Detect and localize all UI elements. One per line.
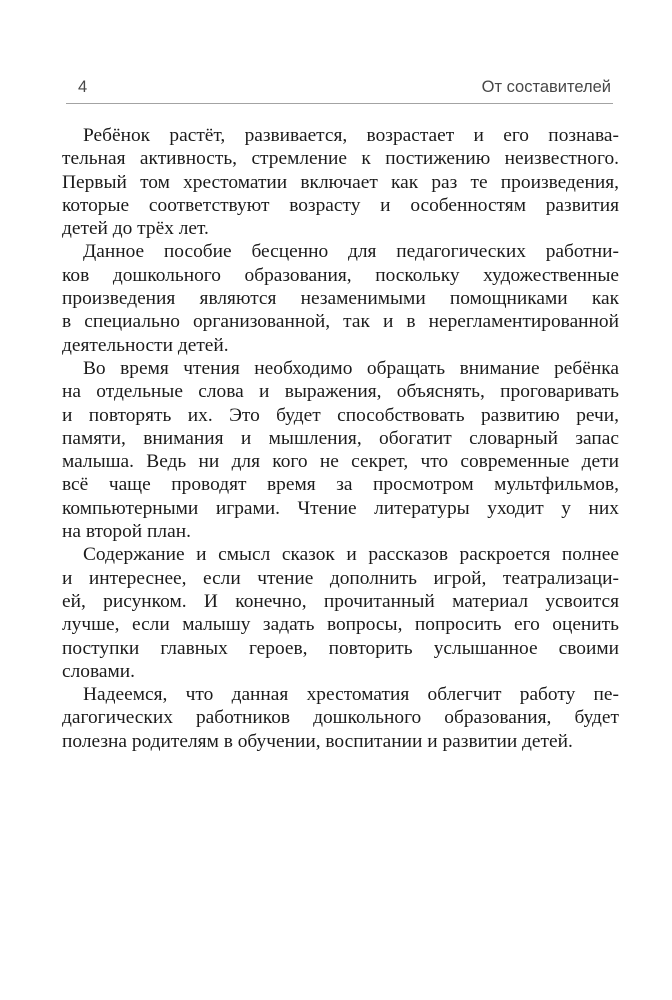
page-header xyxy=(66,78,613,104)
text-line: Данное пособие бесценно для педагогических работни- xyxy=(83,241,619,263)
text-line: детей до трёх лет. xyxy=(62,218,209,240)
text-line: и интереснее, если чтение дополнить игрой, театрализаци- xyxy=(62,567,619,589)
text-line: в специально организованной, так и в нерегламентированной xyxy=(62,311,619,333)
text-line: которые соответствуют возрасту и особенностям развития xyxy=(62,194,619,216)
text-line: Ребёнок растёт, развивается, возрастает и его познава- xyxy=(83,125,619,146)
text-line: словами. xyxy=(62,660,135,682)
text-line: всё чаще проводят время за просмотром мультфильмов, xyxy=(62,474,619,496)
text-line: Содержание и смысл сказок и рассказов раскроется полнее xyxy=(83,544,619,566)
paragraph xyxy=(62,683,619,753)
text-line: поступки главных героев, повторить услышанное своими xyxy=(62,637,619,659)
paragraph xyxy=(62,357,619,543)
text-line: ков дошкольного образования, поскольку художественные xyxy=(62,264,619,286)
text-line: Во время чтения необходимо обращать внимание ребёнка xyxy=(83,357,619,379)
text-line: полезна родителям в обучении, воспитании и развитии детей. xyxy=(62,730,573,752)
text-line: лучше, если малышу задать вопросы, попросить его оценить xyxy=(62,614,619,636)
text-line: произведения являются незаменимыми помощниками как xyxy=(62,288,619,310)
text-line: на второй план. xyxy=(62,521,191,543)
text-line: компьютерными играми. Чтение литературы уходит у них xyxy=(62,497,619,519)
text-line: Первый том хрестоматии включает как раз те произведения, xyxy=(62,171,619,193)
running-title: От составителей xyxy=(481,78,611,96)
text-line: малыша. Ведь ни для кого не секрет, что современные дети xyxy=(62,451,619,473)
text-line: ей, рисунком. И конечно, прочитанный материал усвоится xyxy=(62,590,619,612)
paragraph xyxy=(62,543,619,683)
text-line: памяти, внимания и мышления, обогатит словарный запас xyxy=(62,427,619,449)
text-line: Надеемся, что данная хрестоматия облегчит работу пе- xyxy=(83,684,619,706)
page-number: 4 xyxy=(78,78,88,96)
paragraph xyxy=(62,124,619,240)
text-line: деятельности детей. xyxy=(62,334,229,356)
text-line: на отдельные слова и выражения, объяснять, проговаривать xyxy=(62,381,619,403)
text-line: и повторять их. Это будет способствовать развитию речи, xyxy=(62,404,619,426)
text-line: дагогических работников дошкольного образования, будет xyxy=(62,707,619,729)
paragraph xyxy=(62,240,619,356)
text-line: тельная активность, стремление к постижению неизвестного. xyxy=(62,148,619,170)
body-text xyxy=(62,124,619,753)
